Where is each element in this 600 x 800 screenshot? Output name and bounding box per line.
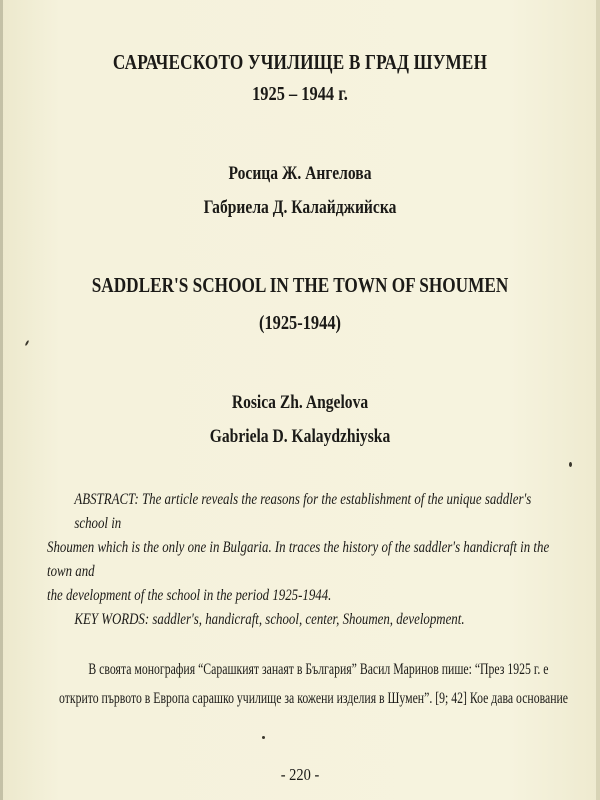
scan-speck xyxy=(25,340,30,346)
bulgarian-title: САРАЧЕСКОТО УЧИЛИЩЕ В ГРАД ШУМЕН xyxy=(112,50,488,74)
english-title: SADDLER'S SCHOOL IN THE TOWN OF SHOUMEN xyxy=(91,273,509,297)
english-author-2: Gabriela D. Kalaydzhiyska xyxy=(209,426,391,447)
page-left-edge xyxy=(0,0,3,800)
abstract-line: ABSTRACT: The article reveals the reasons for the establishment of the unique saddler's school in xyxy=(74,491,532,532)
bulgarian-author-2: Габриела Д. Калайджийска xyxy=(203,197,397,218)
page-number: - 220 - xyxy=(280,765,320,784)
scan-speck xyxy=(569,462,572,467)
bulgarian-years: 1925 – 1944 г. xyxy=(252,83,348,105)
body-paragraph xyxy=(59,655,569,713)
body-line: В своята монография “Сарашкият занаят в България” Васил Маринов пише: “През 1925 г. е xyxy=(88,661,549,678)
abstract-line: the development of the school in the period 1925-1944. xyxy=(47,587,332,604)
scan-speck xyxy=(262,736,265,739)
body-line: открито първото в Европа сарашко училище за кожени изделия в Шумен”. [9; 42] Кое дава основание xyxy=(59,690,569,707)
abstract-line: Shoumen which is the only one in Bulgaria. In traces the history of the saddler's handicraft in the town and xyxy=(47,539,550,580)
bulgarian-author-1: Росица Ж. Ангелова xyxy=(228,163,372,184)
keywords-line: KEY WORDS: saddler's, handicraft, school, center, Shoumen, development. xyxy=(74,611,465,628)
english-author-1: Rosica Zh. Angelova xyxy=(231,392,369,413)
page-right-edge xyxy=(596,0,600,800)
english-years: (1925-1944) xyxy=(259,312,341,334)
abstract-block xyxy=(47,488,562,632)
